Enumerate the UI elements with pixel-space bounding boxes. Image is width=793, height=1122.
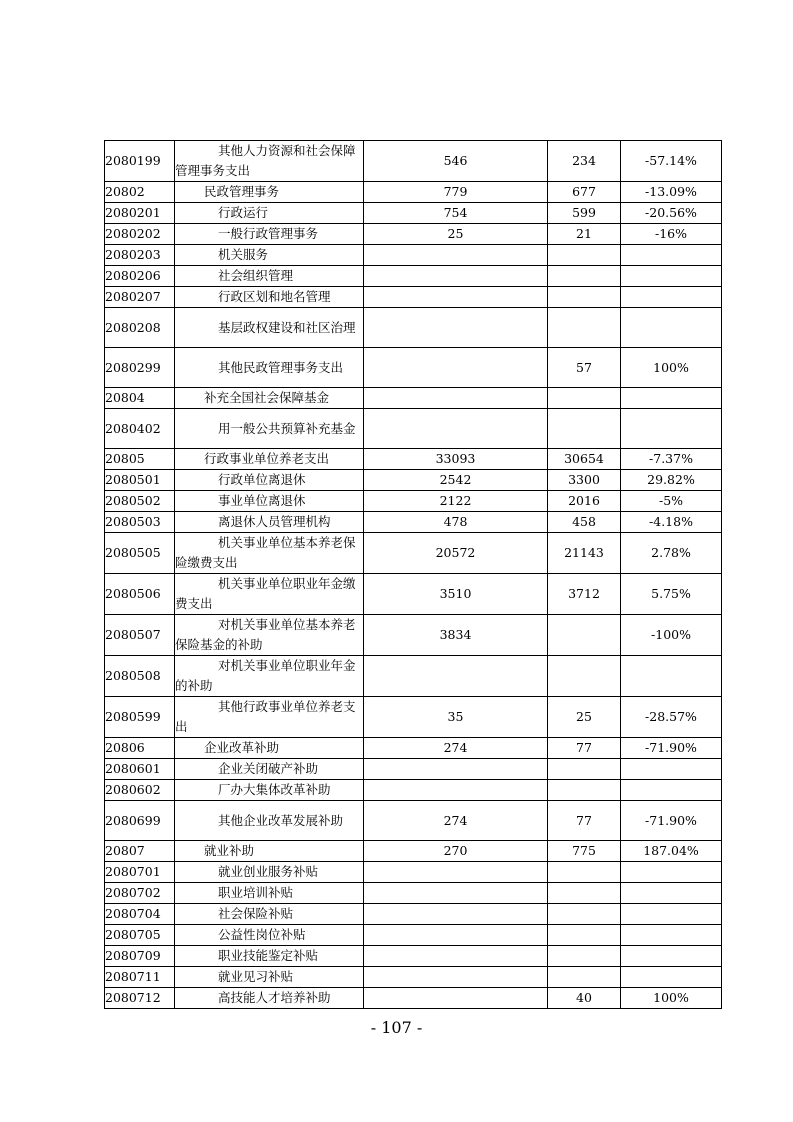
table-row bbox=[105, 388, 722, 409]
change-percent bbox=[621, 780, 722, 801]
item-name bbox=[175, 841, 364, 862]
current-year-value bbox=[548, 904, 621, 925]
item-name bbox=[175, 287, 364, 308]
item-name-text: 对机关事业单位基本养老保险基金的补助 bbox=[175, 617, 356, 652]
item-name-text: 企业改革补助 bbox=[204, 740, 280, 755]
item-code: 2080402 bbox=[105, 409, 175, 449]
item-name-text: 其他行政事业单位养老支出 bbox=[175, 699, 356, 734]
item-name-text: 就业补助 bbox=[204, 843, 255, 858]
item-code: 2080704 bbox=[105, 904, 175, 925]
item-name bbox=[175, 308, 364, 348]
item-name-text: 机关事业单位职业年金缴费支出 bbox=[175, 576, 356, 611]
table-row bbox=[105, 182, 722, 203]
change-percent bbox=[621, 308, 722, 348]
table-row bbox=[105, 738, 722, 759]
table-row bbox=[105, 946, 722, 967]
change-percent: 100% bbox=[621, 348, 722, 388]
change-percent bbox=[621, 266, 722, 287]
item-name-text: 离退休人员管理机构 bbox=[218, 514, 331, 529]
table-row bbox=[105, 348, 722, 388]
item-code: 2080202 bbox=[105, 224, 175, 245]
item-name-text: 其他人力资源和社会保障管理事务支出 bbox=[175, 143, 356, 178]
item-code: 2080709 bbox=[105, 946, 175, 967]
table-row bbox=[105, 656, 722, 697]
prior-year-value bbox=[364, 348, 548, 388]
prior-year-value bbox=[364, 308, 548, 348]
change-percent: -57.14% bbox=[621, 141, 722, 182]
prior-year-value: 546 bbox=[364, 141, 548, 182]
item-name bbox=[175, 883, 364, 904]
table-row bbox=[105, 862, 722, 883]
item-code: 2080208 bbox=[105, 308, 175, 348]
prior-year-value bbox=[364, 656, 548, 697]
item-name-text: 行政事业单位养老支出 bbox=[204, 451, 330, 466]
item-code: 20802 bbox=[105, 182, 175, 203]
prior-year-value bbox=[364, 967, 548, 988]
table-row bbox=[105, 308, 722, 348]
item-code: 2080599 bbox=[105, 697, 175, 738]
change-percent: 5.75% bbox=[621, 574, 722, 615]
current-year-value bbox=[548, 287, 621, 308]
prior-year-value bbox=[364, 988, 548, 1009]
item-code: 2080507 bbox=[105, 615, 175, 656]
current-year-value: 234 bbox=[548, 141, 621, 182]
item-name bbox=[175, 470, 364, 491]
prior-year-value bbox=[364, 862, 548, 883]
item-code: 2080699 bbox=[105, 801, 175, 841]
item-name bbox=[175, 266, 364, 287]
prior-year-value: 270 bbox=[364, 841, 548, 862]
item-name-text: 用一般公共预算补充基金 bbox=[218, 420, 356, 436]
item-name-text: 就业创业服务补贴 bbox=[218, 864, 319, 879]
item-name bbox=[175, 574, 364, 615]
table-row bbox=[105, 266, 722, 287]
current-year-value: 775 bbox=[548, 841, 621, 862]
item-code: 2080702 bbox=[105, 883, 175, 904]
item-name bbox=[175, 141, 364, 182]
current-year-value: 677 bbox=[548, 182, 621, 203]
item-code: 2080503 bbox=[105, 512, 175, 533]
prior-year-value bbox=[364, 883, 548, 904]
current-year-value bbox=[548, 656, 621, 697]
table-row bbox=[105, 925, 722, 946]
table-row bbox=[105, 224, 722, 245]
item-code: 2080203 bbox=[105, 245, 175, 266]
item-name bbox=[175, 780, 364, 801]
current-year-value bbox=[548, 308, 621, 348]
item-name-text: 基层政权建设和社区治理 bbox=[218, 319, 356, 335]
current-year-value: 40 bbox=[548, 988, 621, 1009]
current-year-value bbox=[548, 925, 621, 946]
item-name-text: 行政区划和地名管理 bbox=[218, 289, 331, 304]
item-name-text: 企业关闭破产补助 bbox=[218, 761, 319, 776]
change-percent bbox=[621, 388, 722, 409]
item-name bbox=[175, 533, 364, 574]
current-year-value: 21143 bbox=[548, 533, 621, 574]
item-name bbox=[175, 182, 364, 203]
item-name bbox=[175, 615, 364, 656]
prior-year-value bbox=[364, 780, 548, 801]
current-year-value bbox=[548, 615, 621, 656]
prior-year-value: 33093 bbox=[364, 449, 548, 470]
prior-year-value: 3834 bbox=[364, 615, 548, 656]
current-year-value: 3300 bbox=[548, 470, 621, 491]
current-year-value: 57 bbox=[548, 348, 621, 388]
prior-year-value: 2122 bbox=[364, 491, 548, 512]
item-name bbox=[175, 738, 364, 759]
prior-year-value: 35 bbox=[364, 697, 548, 738]
item-name-text: 职业技能鉴定补贴 bbox=[218, 948, 319, 963]
item-name-text: 机关服务 bbox=[218, 247, 269, 262]
prior-year-value bbox=[364, 946, 548, 967]
change-percent bbox=[621, 925, 722, 946]
table-row bbox=[105, 512, 722, 533]
item-code: 2080701 bbox=[105, 862, 175, 883]
item-code: 2080206 bbox=[105, 266, 175, 287]
prior-year-value: 25 bbox=[364, 224, 548, 245]
current-year-value: 30654 bbox=[548, 449, 621, 470]
table-row bbox=[105, 697, 722, 738]
prior-year-value: 274 bbox=[364, 801, 548, 841]
table-row bbox=[105, 141, 722, 182]
item-name bbox=[175, 862, 364, 883]
budget-table bbox=[104, 140, 722, 1009]
item-name-text: 公益性岗位补贴 bbox=[218, 927, 306, 942]
prior-year-value bbox=[364, 904, 548, 925]
prior-year-value: 20572 bbox=[364, 533, 548, 574]
change-percent: -16% bbox=[621, 224, 722, 245]
table-row bbox=[105, 203, 722, 224]
item-name bbox=[175, 512, 364, 533]
current-year-value: 599 bbox=[548, 203, 621, 224]
item-name bbox=[175, 801, 364, 841]
item-name bbox=[175, 656, 364, 697]
prior-year-value: 3510 bbox=[364, 574, 548, 615]
item-code: 2080508 bbox=[105, 656, 175, 697]
item-name bbox=[175, 925, 364, 946]
table-row bbox=[105, 615, 722, 656]
item-code: 2080207 bbox=[105, 287, 175, 308]
prior-year-value bbox=[364, 925, 548, 946]
item-name bbox=[175, 759, 364, 780]
table-row bbox=[105, 245, 722, 266]
change-percent: -20.56% bbox=[621, 203, 722, 224]
current-year-value bbox=[548, 780, 621, 801]
table-body bbox=[105, 141, 722, 1009]
current-year-value bbox=[548, 862, 621, 883]
change-percent bbox=[621, 883, 722, 904]
prior-year-value bbox=[364, 388, 548, 409]
change-percent bbox=[621, 759, 722, 780]
item-name bbox=[175, 988, 364, 1009]
change-percent: -71.90% bbox=[621, 738, 722, 759]
item-code: 2080299 bbox=[105, 348, 175, 388]
current-year-value bbox=[548, 266, 621, 287]
item-name-text: 行政运行 bbox=[218, 205, 269, 220]
table-row bbox=[105, 780, 722, 801]
item-name-text: 机关事业单位基本养老保险缴费支出 bbox=[175, 535, 356, 570]
change-percent: 100% bbox=[621, 988, 722, 1009]
table-row bbox=[105, 988, 722, 1009]
item-code: 2080505 bbox=[105, 533, 175, 574]
item-code: 2080506 bbox=[105, 574, 175, 615]
item-code: 20804 bbox=[105, 388, 175, 409]
item-name bbox=[175, 245, 364, 266]
item-name-text: 厂办大集体改革补助 bbox=[218, 782, 331, 797]
current-year-value bbox=[548, 245, 621, 266]
item-name bbox=[175, 224, 364, 245]
change-percent bbox=[621, 967, 722, 988]
item-code: 2080502 bbox=[105, 491, 175, 512]
prior-year-value: 478 bbox=[364, 512, 548, 533]
item-name-text: 其他企业改革发展补助 bbox=[218, 812, 344, 828]
item-name-text: 就业见习补贴 bbox=[218, 969, 294, 984]
item-name-text: 社会保险补贴 bbox=[218, 906, 294, 921]
item-code: 20805 bbox=[105, 449, 175, 470]
table-row bbox=[105, 409, 722, 449]
table-row bbox=[105, 759, 722, 780]
table-row bbox=[105, 841, 722, 862]
item-name-text: 民政管理事务 bbox=[204, 184, 280, 199]
current-year-value: 3712 bbox=[548, 574, 621, 615]
item-name bbox=[175, 449, 364, 470]
prior-year-value bbox=[364, 266, 548, 287]
prior-year-value: 274 bbox=[364, 738, 548, 759]
current-year-value bbox=[548, 759, 621, 780]
prior-year-value bbox=[364, 287, 548, 308]
table-row bbox=[105, 533, 722, 574]
change-percent bbox=[621, 904, 722, 925]
item-name-text: 对机关事业单位职业年金的补助 bbox=[175, 658, 356, 693]
item-name bbox=[175, 946, 364, 967]
change-percent: 2.78% bbox=[621, 533, 722, 574]
current-year-value bbox=[548, 946, 621, 967]
change-percent bbox=[621, 245, 722, 266]
item-code: 2080201 bbox=[105, 203, 175, 224]
change-percent bbox=[621, 862, 722, 883]
current-year-value bbox=[548, 967, 621, 988]
change-percent: -100% bbox=[621, 615, 722, 656]
change-percent: -4.18% bbox=[621, 512, 722, 533]
current-year-value bbox=[548, 388, 621, 409]
item-name-text: 社会组织管理 bbox=[218, 268, 294, 283]
page-number: - 107 - bbox=[370, 1018, 423, 1037]
table-row bbox=[105, 287, 722, 308]
item-code: 2080602 bbox=[105, 780, 175, 801]
table-row bbox=[105, 574, 722, 615]
item-code: 2080712 bbox=[105, 988, 175, 1009]
item-code: 2080601 bbox=[105, 759, 175, 780]
item-name bbox=[175, 348, 364, 388]
item-name-text: 高技能人才培养补助 bbox=[218, 990, 331, 1005]
item-name bbox=[175, 967, 364, 988]
item-code: 2080711 bbox=[105, 967, 175, 988]
item-code: 20807 bbox=[105, 841, 175, 862]
current-year-value: 77 bbox=[548, 738, 621, 759]
change-percent bbox=[621, 409, 722, 449]
change-percent: -71.90% bbox=[621, 801, 722, 841]
current-year-value: 458 bbox=[548, 512, 621, 533]
table-row bbox=[105, 491, 722, 512]
item-code: 2080501 bbox=[105, 470, 175, 491]
prior-year-value: 754 bbox=[364, 203, 548, 224]
table-row bbox=[105, 883, 722, 904]
item-name-text: 其他民政管理事务支出 bbox=[218, 359, 344, 375]
change-percent: -28.57% bbox=[621, 697, 722, 738]
prior-year-value bbox=[364, 245, 548, 266]
change-percent: -13.09% bbox=[621, 182, 722, 203]
change-percent: 29.82% bbox=[621, 470, 722, 491]
item-name-text: 行政单位离退休 bbox=[218, 472, 306, 487]
item-name bbox=[175, 203, 364, 224]
table-row bbox=[105, 449, 722, 470]
change-percent bbox=[621, 287, 722, 308]
prior-year-value: 779 bbox=[364, 182, 548, 203]
change-percent bbox=[621, 946, 722, 967]
item-name-text: 事业单位离退休 bbox=[218, 493, 306, 508]
item-name-text: 补充全国社会保障基金 bbox=[204, 390, 330, 405]
change-percent: 187.04% bbox=[621, 841, 722, 862]
item-name-text: 职业培训补贴 bbox=[218, 885, 294, 900]
prior-year-value bbox=[364, 759, 548, 780]
current-year-value bbox=[548, 883, 621, 904]
item-name bbox=[175, 409, 364, 449]
item-code: 2080199 bbox=[105, 141, 175, 182]
table-row bbox=[105, 967, 722, 988]
change-percent bbox=[621, 656, 722, 697]
current-year-value: 25 bbox=[548, 697, 621, 738]
item-name bbox=[175, 388, 364, 409]
item-code: 2080705 bbox=[105, 925, 175, 946]
current-year-value: 21 bbox=[548, 224, 621, 245]
table-row bbox=[105, 801, 722, 841]
prior-year-value bbox=[364, 409, 548, 449]
table-row bbox=[105, 904, 722, 925]
item-name bbox=[175, 491, 364, 512]
current-year-value: 77 bbox=[548, 801, 621, 841]
item-code: 20806 bbox=[105, 738, 175, 759]
prior-year-value: 2542 bbox=[364, 470, 548, 491]
item-name bbox=[175, 697, 364, 738]
item-name bbox=[175, 904, 364, 925]
change-percent: -7.37% bbox=[621, 449, 722, 470]
table-row bbox=[105, 470, 722, 491]
change-percent: -5% bbox=[621, 491, 722, 512]
item-name-text: 一般行政管理事务 bbox=[218, 226, 319, 241]
current-year-value bbox=[548, 409, 621, 449]
current-year-value: 2016 bbox=[548, 491, 621, 512]
